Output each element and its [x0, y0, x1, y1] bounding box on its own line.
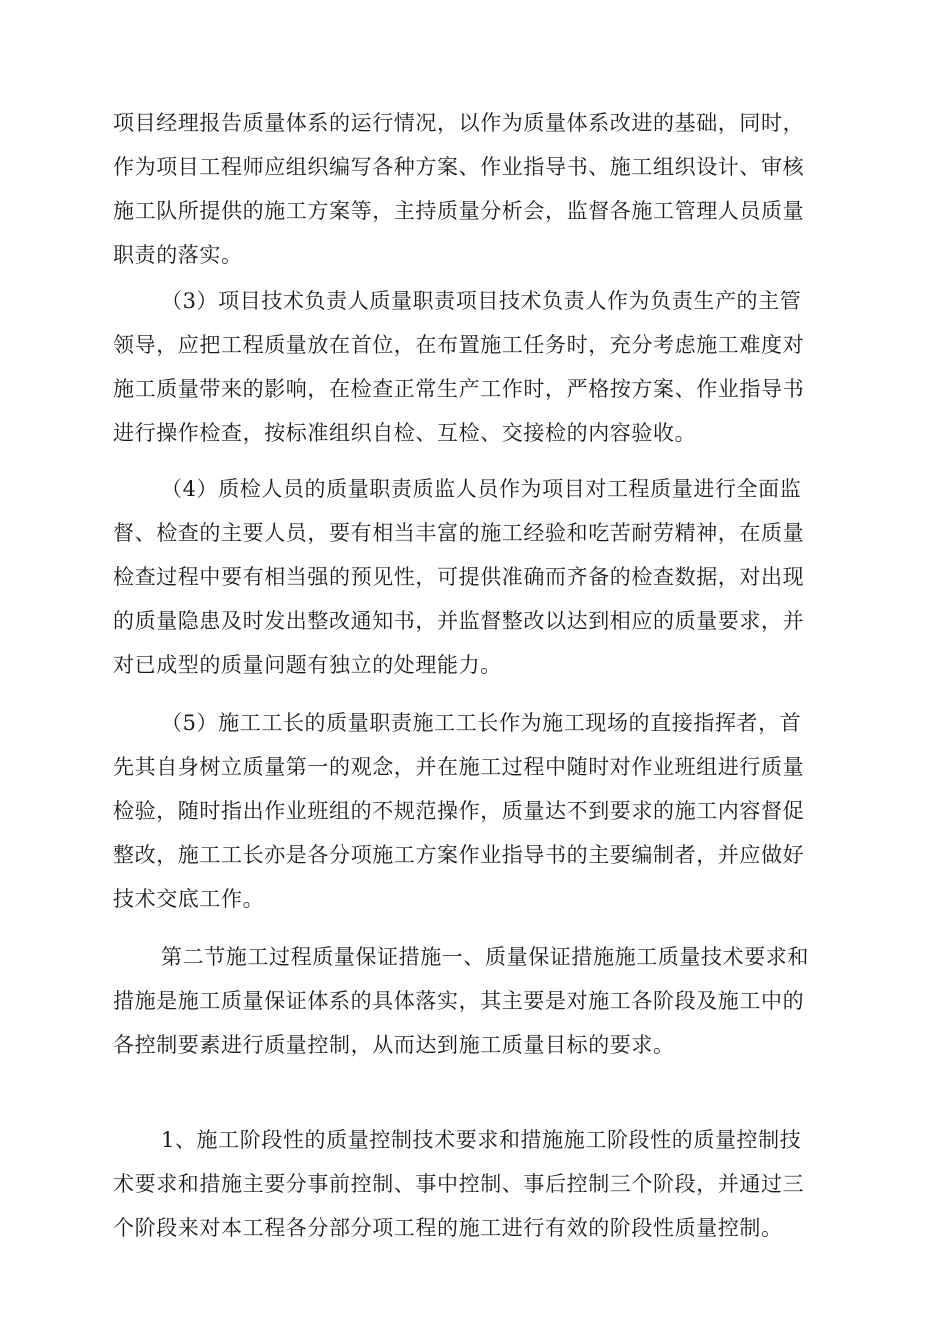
text-line: 施工队所提供的施工方案等，主持质量分析会，监督各施工管理人员质量	[113, 199, 805, 223]
text-line: 的质量隐患及时发出整改通知书，并监督整改以达到相应的质量要求，并	[113, 609, 805, 633]
paragraph-5	[113, 935, 835, 1067]
paragraph-1	[113, 101, 835, 277]
text-line: （3）项目技术负责人质量职责项目技术负责人作为负责生产的主管	[161, 289, 802, 313]
text-line: （4）质检人员的质量职责质监人员作为项目对工程质量进行全面监	[161, 477, 802, 501]
paragraph-4	[113, 701, 835, 921]
paragraph-6	[113, 1118, 835, 1250]
text-line: 术要求和措施主要分事前控制、事中控制、事后控制三个阶段，并通过三	[113, 1172, 805, 1196]
paragraph-2	[113, 279, 835, 455]
text-line: 先其自身树立质量第一的观念，并在施工过程中随时对作业班组进行质量	[113, 755, 805, 779]
text-line: 进行操作检查，按标准组织自检、互检、交接检的内容验收。	[113, 421, 697, 445]
paragraph-3	[113, 467, 835, 687]
text-line: 施工质量带来的影响，在检查正常生产工作时，严格按方案、作业指导书	[113, 377, 805, 401]
text-line: 作为项目工程师应组织编写各种方案、作业指导书、施工组织设计、审核	[113, 155, 805, 179]
text-line: 1、施工阶段性的质量控制技术要求和措施施工阶段性的质量控制技	[161, 1128, 802, 1152]
text-line: 技术交底工作。	[113, 887, 265, 911]
text-line: 整改，施工工长亦是各分项施工方案作业指导书的主要编制者，并应做好	[113, 843, 805, 867]
text-line: 措施是施工质量保证体系的具体落实，其主要是对施工各阶段及施工中的	[113, 989, 805, 1013]
text-line: （5）施工工长的质量职责施工工长作为施工现场的直接指挥者，首	[161, 711, 802, 735]
text-line: 检验，随时指出作业班组的不规范操作，质量达不到要求的施工内容督促	[113, 799, 805, 823]
text-line: 职责的落实。	[113, 243, 243, 267]
text-line: 督、检查的主要人员，要有相当丰富的施工经验和吃苦耐劳精神，在质量	[113, 521, 805, 545]
text-line: 个阶段来对本工程各分部分项工程的施工进行有效的阶段性质量控制。	[113, 1216, 783, 1240]
text-line: 各控制要素进行质量控制，从而达到施工质量目标的要求。	[113, 1033, 675, 1057]
text-line: 检查过程中要有相当强的预见性，可提供准确而齐备的检查数据，对出现	[113, 565, 805, 589]
text-line: 第二节施工过程质量保证措施一、质量保证措施施工质量技术要求和	[161, 945, 809, 969]
text-line: 对已成型的质量问题有独立的处理能力。	[113, 653, 502, 677]
text-line: 领导，应把工程质量放在首位，在布置施工任务时，充分考虑施工难度对	[113, 333, 805, 357]
text-line: 项目经理报告质量体系的运行情况，以作为质量体系改进的基础，同时，	[113, 111, 805, 135]
